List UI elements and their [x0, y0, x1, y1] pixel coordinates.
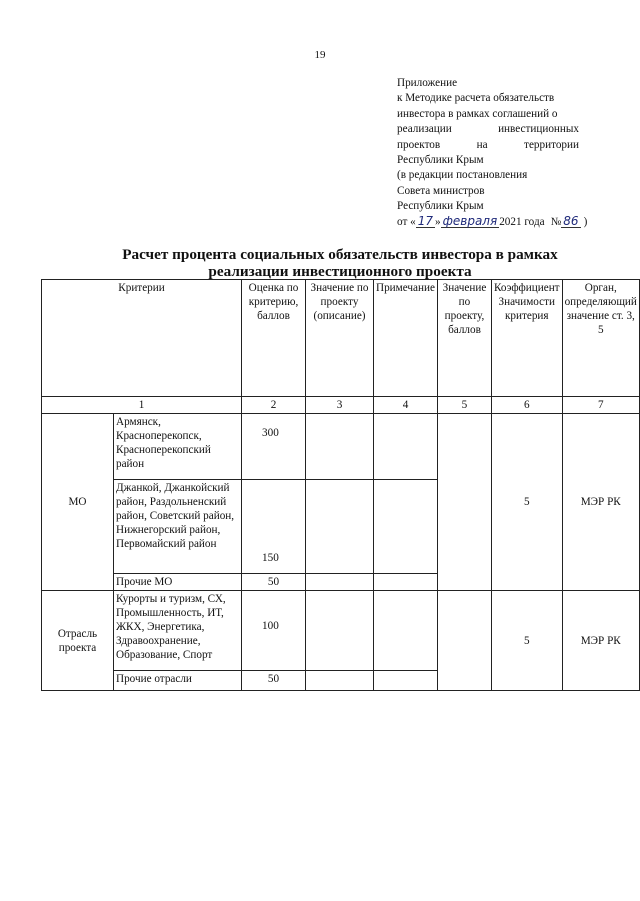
closing-paren: ) — [583, 215, 588, 228]
column-number-4: 4 — [374, 397, 438, 414]
value-score-cell — [437, 591, 491, 691]
column-number-3: 3 — [306, 397, 374, 414]
header-score: Оценка по критерию, баллов — [242, 280, 306, 397]
header-value-desc: Значение по проекту (описание) — [306, 280, 374, 397]
appendix-line-3: инвестора в рамках соглашений о — [397, 107, 558, 120]
note-cell — [374, 574, 438, 591]
title-line-1: Расчет процента социальных обязательств инвестора в рамках — [122, 246, 558, 263]
column-number-5: 5 — [437, 397, 491, 414]
appendix-line-1: Приложение — [397, 77, 458, 89]
criterion-score: 150 — [242, 480, 306, 574]
number-handwritten: 86 — [563, 213, 579, 228]
note-cell — [374, 671, 438, 691]
header-criteria: Критерии — [42, 280, 242, 397]
criterion-score: 50 — [242, 574, 306, 591]
appendix-line-9: Республики Крым — [397, 200, 484, 213]
date-prefix: от « — [397, 215, 416, 228]
header-value-score: Значение по проекту, баллов — [437, 280, 491, 397]
header-organ: Орган, определяющий значение ст. 3, 5 — [562, 280, 639, 397]
header-note: Примечание — [374, 280, 438, 397]
date-day-handwritten: 17 — [417, 213, 434, 228]
value-desc-cell — [306, 480, 374, 574]
group-label-mo: МО — [42, 414, 114, 591]
page-number: 19 — [314, 49, 326, 61]
criterion-name: Курорты и туризм, СХ, Промышленность, ИТ, ЖКХ, Энергетика, Здравоохранение, Образование, Спорт — [114, 591, 242, 671]
table-row — [42, 591, 640, 671]
column-number-2: 2 — [242, 397, 306, 414]
criterion-score: 300 — [242, 414, 306, 480]
value-desc-cell — [306, 591, 374, 671]
value-desc-cell — [306, 574, 374, 591]
column-number-6: 6 — [491, 397, 562, 414]
criterion-name: Джанкой, Джанкойский район, Раздольненский район, Советский район, Нижнегорский район, Первомайский район — [114, 480, 242, 574]
appendix-line-5: проектов на территории — [397, 138, 579, 151]
value-desc-cell — [306, 671, 374, 691]
date-month-handwritten: февраля — [442, 213, 498, 228]
organ-mo: МЭР РК — [562, 414, 639, 591]
criterion-name: Армянск, Красноперекопск, Красноперекопский район — [114, 414, 242, 480]
appendix-date-line: от « 17 » февраля 2021 года № 86 ) — [397, 215, 579, 230]
group-label-industry: Отрасль проекта — [42, 591, 114, 691]
appendix-line-6: Республики Крым — [397, 154, 484, 167]
appendix-line-2: к Методике расчета обязательств — [397, 92, 555, 105]
appendix-block — [397, 76, 588, 230]
note-cell — [374, 480, 438, 574]
criterion-score: 50 — [242, 671, 306, 691]
value-score-cell — [437, 414, 491, 591]
appendix-line-8: Совета министров — [397, 184, 485, 197]
value-desc-cell — [306, 414, 374, 480]
criterion-score: 100 — [242, 591, 306, 671]
appendix-line-7: (в редакции постановления — [397, 169, 528, 182]
coef-industry: 5 — [491, 591, 562, 691]
date-year: 2021 года — [499, 215, 545, 228]
number-prefix: № — [550, 215, 562, 228]
coef-mo: 5 — [491, 414, 562, 591]
header-row — [42, 280, 640, 397]
note-cell — [374, 414, 438, 480]
column-number-row — [42, 397, 640, 414]
table-row — [42, 414, 640, 480]
column-number-7: 7 — [562, 397, 639, 414]
calculation-table — [41, 279, 640, 691]
criterion-name: Прочие отрасли — [114, 671, 242, 691]
appendix-line-4: реализации инвестиционных — [397, 123, 579, 136]
note-cell — [374, 591, 438, 671]
column-number-1: 1 — [42, 397, 242, 414]
organ-industry: МЭР РК — [562, 591, 639, 691]
document-title — [60, 246, 620, 280]
header-coef: Коэффициент Значимости критерия — [491, 280, 562, 397]
title-line-2: реализации инвестиционного проекта — [208, 263, 472, 280]
criterion-name: Прочие МО — [114, 574, 242, 591]
